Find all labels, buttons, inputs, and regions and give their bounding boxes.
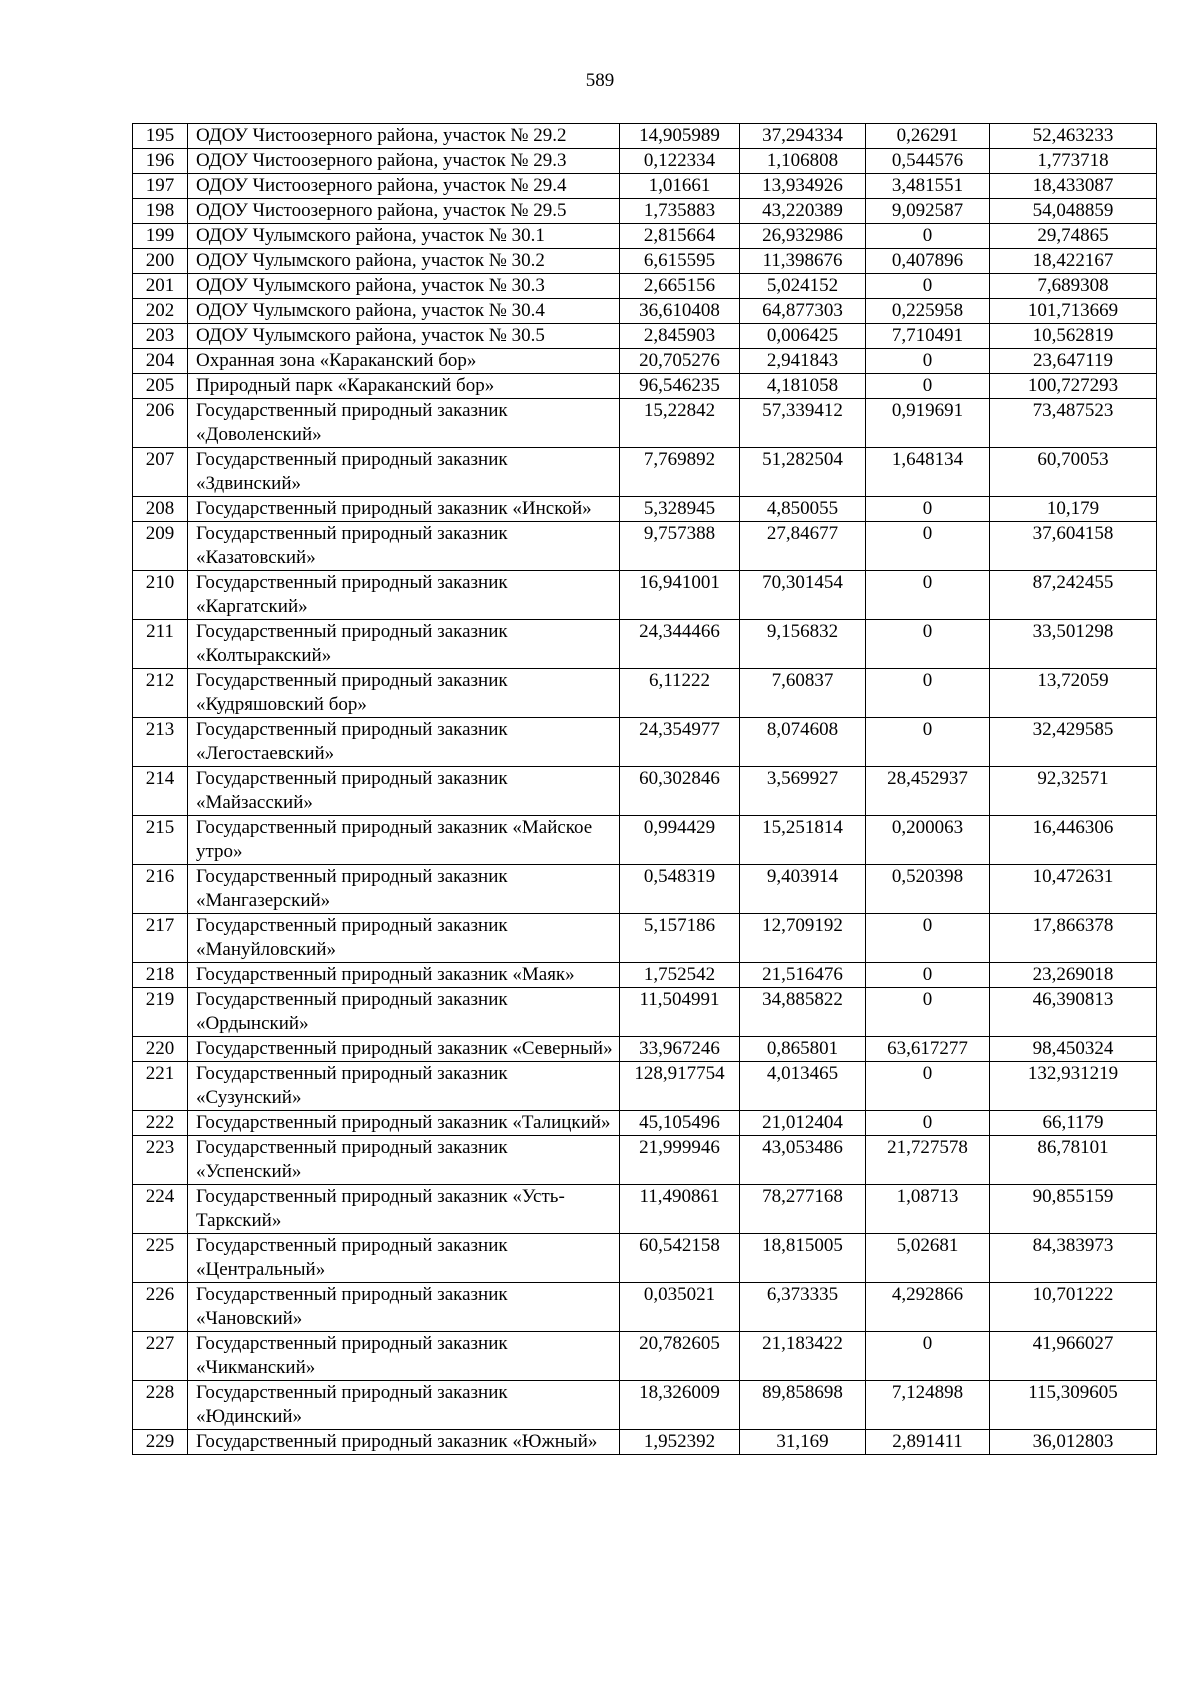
- row-number: 224: [133, 1185, 188, 1234]
- value-col-1: 6,615595: [620, 249, 740, 274]
- row-name: Государственный природный заказник «Чановский»: [188, 1283, 620, 1332]
- row-name: ОДОУ Чистоозерного района, участок № 29.3: [188, 149, 620, 174]
- row-number: 218: [133, 963, 188, 988]
- row-number: 228: [133, 1381, 188, 1430]
- table-row: [133, 1111, 1157, 1136]
- value-col-1: 6,11222: [620, 669, 740, 718]
- value-col-3: 0: [866, 497, 990, 522]
- value-total: 98,450324: [990, 1037, 1157, 1062]
- value-col-1: 2,845903: [620, 324, 740, 349]
- row-number: 223: [133, 1136, 188, 1185]
- table-row: [133, 497, 1157, 522]
- value-total: 46,390813: [990, 988, 1157, 1037]
- value-col-3: 1,648134: [866, 448, 990, 497]
- row-name: Государственный природный заказник «Южный»: [188, 1430, 620, 1455]
- value-total: 132,931219: [990, 1062, 1157, 1111]
- value-total: 29,74865: [990, 224, 1157, 249]
- row-name: ОДОУ Чистоозерного района, участок № 29.2: [188, 124, 620, 149]
- value-col-1: 0,035021: [620, 1283, 740, 1332]
- row-number: 203: [133, 324, 188, 349]
- value-col-3: 63,617277: [866, 1037, 990, 1062]
- table-row: [133, 767, 1157, 816]
- table-row: [133, 1332, 1157, 1381]
- row-number: 222: [133, 1111, 188, 1136]
- value-col-1: 15,22842: [620, 399, 740, 448]
- table-row: [133, 718, 1157, 767]
- table-row: [133, 1234, 1157, 1283]
- value-col-2: 2,941843: [740, 349, 866, 374]
- value-col-2: 4,013465: [740, 1062, 866, 1111]
- row-number: 226: [133, 1283, 188, 1332]
- value-col-3: 1,08713: [866, 1185, 990, 1234]
- table-row: [133, 199, 1157, 224]
- value-total: 84,383973: [990, 1234, 1157, 1283]
- row-name: Охранная зона «Караканский бор»: [188, 349, 620, 374]
- value-col-1: 5,157186: [620, 914, 740, 963]
- value-col-2: 89,858698: [740, 1381, 866, 1430]
- row-number: 200: [133, 249, 188, 274]
- value-total: 37,604158: [990, 522, 1157, 571]
- value-col-2: 1,106808: [740, 149, 866, 174]
- value-col-1: 60,542158: [620, 1234, 740, 1283]
- value-col-3: 2,891411: [866, 1430, 990, 1455]
- table-row: [133, 399, 1157, 448]
- value-col-2: 27,84677: [740, 522, 866, 571]
- table-row: [133, 963, 1157, 988]
- value-col-2: 0,865801: [740, 1037, 866, 1062]
- table-row: [133, 1381, 1157, 1430]
- value-col-3: 0: [866, 914, 990, 963]
- row-name: Государственный природный заказник «Успенский»: [188, 1136, 620, 1185]
- value-col-1: 1,752542: [620, 963, 740, 988]
- value-total: 36,012803: [990, 1430, 1157, 1455]
- row-number: 213: [133, 718, 188, 767]
- value-total: 86,78101: [990, 1136, 1157, 1185]
- value-col-2: 21,183422: [740, 1332, 866, 1381]
- table-row: [133, 1185, 1157, 1234]
- value-col-2: 0,006425: [740, 324, 866, 349]
- value-col-1: 1,735883: [620, 199, 740, 224]
- value-col-3: 0: [866, 274, 990, 299]
- table-row: [133, 669, 1157, 718]
- table-row: [133, 1062, 1157, 1111]
- value-col-3: 7,124898: [866, 1381, 990, 1430]
- row-name: Природный парк «Караканский бор»: [188, 374, 620, 399]
- table-row: [133, 988, 1157, 1037]
- value-total: 92,32571: [990, 767, 1157, 816]
- value-col-3: 0: [866, 571, 990, 620]
- row-name: Государственный природный заказник «Северный»: [188, 1037, 620, 1062]
- row-name: Государственный природный заказник «Майское утро»: [188, 816, 620, 865]
- value-col-2: 9,156832: [740, 620, 866, 669]
- row-number: 205: [133, 374, 188, 399]
- row-name: Государственный природный заказник «Каргатский»: [188, 571, 620, 620]
- row-number: 211: [133, 620, 188, 669]
- row-name: Государственный природный заказник «Мангазерский»: [188, 865, 620, 914]
- value-col-3: 5,02681: [866, 1234, 990, 1283]
- value-col-3: 28,452937: [866, 767, 990, 816]
- row-number: 197: [133, 174, 188, 199]
- value-total: 16,446306: [990, 816, 1157, 865]
- value-total: 32,429585: [990, 718, 1157, 767]
- data-table: [132, 123, 1157, 1455]
- page-number: 589: [585, 70, 615, 91]
- row-number: 195: [133, 124, 188, 149]
- value-col-2: 78,277168: [740, 1185, 866, 1234]
- value-col-2: 43,220389: [740, 199, 866, 224]
- value-col-3: 0: [866, 963, 990, 988]
- value-col-1: 7,769892: [620, 448, 740, 497]
- value-col-3: 0: [866, 224, 990, 249]
- row-number: 214: [133, 767, 188, 816]
- row-name: ОДОУ Чулымского района, участок № 30.3: [188, 274, 620, 299]
- value-col-2: 70,301454: [740, 571, 866, 620]
- value-total: 41,966027: [990, 1332, 1157, 1381]
- value-col-1: 33,967246: [620, 1037, 740, 1062]
- row-name: Государственный природный заказник «Мануйловский»: [188, 914, 620, 963]
- value-col-1: 60,302846: [620, 767, 740, 816]
- value-col-3: 0: [866, 620, 990, 669]
- row-name: ОДОУ Чулымского района, участок № 30.2: [188, 249, 620, 274]
- row-number: 202: [133, 299, 188, 324]
- row-number: 209: [133, 522, 188, 571]
- value-col-3: 0,544576: [866, 149, 990, 174]
- row-number: 207: [133, 448, 188, 497]
- value-col-1: 9,757388: [620, 522, 740, 571]
- value-total: 1,773718: [990, 149, 1157, 174]
- row-name: Государственный природный заказник «Колтыракский»: [188, 620, 620, 669]
- row-number: 215: [133, 816, 188, 865]
- value-total: 52,463233: [990, 124, 1157, 149]
- value-col-1: 18,326009: [620, 1381, 740, 1430]
- value-col-3: 0: [866, 1062, 990, 1111]
- value-col-2: 4,181058: [740, 374, 866, 399]
- value-total: 33,501298: [990, 620, 1157, 669]
- value-col-3: 9,092587: [866, 199, 990, 224]
- value-col-2: 6,373335: [740, 1283, 866, 1332]
- value-col-3: 0: [866, 988, 990, 1037]
- table-row: [133, 374, 1157, 399]
- value-col-3: 0,225958: [866, 299, 990, 324]
- row-number: 204: [133, 349, 188, 374]
- row-number: 212: [133, 669, 188, 718]
- table-row: [133, 865, 1157, 914]
- value-col-1: 1,952392: [620, 1430, 740, 1455]
- table-row: [133, 1136, 1157, 1185]
- value-col-2: 11,398676: [740, 249, 866, 274]
- value-col-3: 0: [866, 374, 990, 399]
- value-col-3: 0: [866, 718, 990, 767]
- value-col-1: 24,344466: [620, 620, 740, 669]
- table-row: [133, 571, 1157, 620]
- value-total: 73,487523: [990, 399, 1157, 448]
- table-row: [133, 620, 1157, 669]
- value-col-1: 45,105496: [620, 1111, 740, 1136]
- value-col-1: 5,328945: [620, 497, 740, 522]
- value-total: 10,179: [990, 497, 1157, 522]
- table-row: [133, 324, 1157, 349]
- value-total: 87,242455: [990, 571, 1157, 620]
- value-col-3: 0: [866, 349, 990, 374]
- table-row: [133, 149, 1157, 174]
- table-row: [133, 448, 1157, 497]
- row-number: 199: [133, 224, 188, 249]
- value-total: 100,727293: [990, 374, 1157, 399]
- value-col-1: 2,665156: [620, 274, 740, 299]
- row-number: 217: [133, 914, 188, 963]
- row-number: 219: [133, 988, 188, 1037]
- value-col-2: 51,282504: [740, 448, 866, 497]
- value-col-3: 0: [866, 522, 990, 571]
- row-number: 206: [133, 399, 188, 448]
- row-name: ОДОУ Чулымского района, участок № 30.5: [188, 324, 620, 349]
- table-row: [133, 522, 1157, 571]
- table-row: [133, 249, 1157, 274]
- row-name: ОДОУ Чулымского района, участок № 30.1: [188, 224, 620, 249]
- table-body: [133, 124, 1157, 1455]
- value-col-2: 64,877303: [740, 299, 866, 324]
- row-number: 210: [133, 571, 188, 620]
- value-col-3: 0: [866, 1111, 990, 1136]
- value-col-2: 13,934926: [740, 174, 866, 199]
- row-number: 208: [133, 497, 188, 522]
- value-total: 10,562819: [990, 324, 1157, 349]
- value-col-2: 12,709192: [740, 914, 866, 963]
- row-name: Государственный природный заказник «Доволенский»: [188, 399, 620, 448]
- value-col-1: 0,548319: [620, 865, 740, 914]
- value-col-2: 21,012404: [740, 1111, 866, 1136]
- row-name: ОДОУ Чистоозерного района, участок № 29.5: [188, 199, 620, 224]
- row-number: 229: [133, 1430, 188, 1455]
- value-col-1: 16,941001: [620, 571, 740, 620]
- row-name: ОДОУ Чистоозерного района, участок № 29.4: [188, 174, 620, 199]
- value-col-1: 128,917754: [620, 1062, 740, 1111]
- value-col-1: 36,610408: [620, 299, 740, 324]
- value-col-1: 2,815664: [620, 224, 740, 249]
- table-row: [133, 349, 1157, 374]
- row-name: Государственный природный заказник «Юдинский»: [188, 1381, 620, 1430]
- value-col-1: 1,01661: [620, 174, 740, 199]
- value-col-2: 31,169: [740, 1430, 866, 1455]
- value-col-2: 9,403914: [740, 865, 866, 914]
- table-row: [133, 124, 1157, 149]
- row-name: Государственный природный заказник «Центральный»: [188, 1234, 620, 1283]
- value-col-2: 26,932986: [740, 224, 866, 249]
- row-name: Государственный природный заказник «Инской»: [188, 497, 620, 522]
- row-name: Государственный природный заказник «Здвинский»: [188, 448, 620, 497]
- table-row: [133, 224, 1157, 249]
- value-total: 23,647119: [990, 349, 1157, 374]
- value-col-3: 0,520398: [866, 865, 990, 914]
- value-col-2: 57,339412: [740, 399, 866, 448]
- value-col-3: 0,26291: [866, 124, 990, 149]
- value-total: 13,72059: [990, 669, 1157, 718]
- row-name: Государственный природный заказник «Казатовский»: [188, 522, 620, 571]
- table-row: [133, 174, 1157, 199]
- value-col-3: 7,710491: [866, 324, 990, 349]
- value-col-2: 43,053486: [740, 1136, 866, 1185]
- value-col-1: 21,999946: [620, 1136, 740, 1185]
- value-total: 60,70053: [990, 448, 1157, 497]
- row-name: Государственный природный заказник «Чикманский»: [188, 1332, 620, 1381]
- row-number: 196: [133, 149, 188, 174]
- table-row: [133, 914, 1157, 963]
- row-name: Государственный природный заказник «Кудряшовский бор»: [188, 669, 620, 718]
- value-total: 17,866378: [990, 914, 1157, 963]
- value-col-1: 0,122334: [620, 149, 740, 174]
- value-col-3: 0,407896: [866, 249, 990, 274]
- row-name: Государственный природный заказник «Майзасский»: [188, 767, 620, 816]
- table-row: [133, 274, 1157, 299]
- row-number: 227: [133, 1332, 188, 1381]
- value-col-1: 11,490861: [620, 1185, 740, 1234]
- value-col-3: 3,481551: [866, 174, 990, 199]
- table-row: [133, 1037, 1157, 1062]
- value-col-2: 18,815005: [740, 1234, 866, 1283]
- value-total: 10,701222: [990, 1283, 1157, 1332]
- table-row: [133, 1430, 1157, 1455]
- value-total: 115,309605: [990, 1381, 1157, 1430]
- value-col-2: 15,251814: [740, 816, 866, 865]
- row-name: Государственный природный заказник «Талицкий»: [188, 1111, 620, 1136]
- value-col-2: 7,60837: [740, 669, 866, 718]
- value-col-2: 3,569927: [740, 767, 866, 816]
- row-name: Государственный природный заказник «Сузунский»: [188, 1062, 620, 1111]
- value-col-2: 4,850055: [740, 497, 866, 522]
- value-col-2: 21,516476: [740, 963, 866, 988]
- value-col-3: 21,727578: [866, 1136, 990, 1185]
- row-name: ОДОУ Чулымского района, участок № 30.4: [188, 299, 620, 324]
- value-col-1: 11,504991: [620, 988, 740, 1037]
- row-name: Государственный природный заказник «Легостаевский»: [188, 718, 620, 767]
- value-col-3: 0,200063: [866, 816, 990, 865]
- value-col-1: 20,782605: [620, 1332, 740, 1381]
- value-total: 18,433087: [990, 174, 1157, 199]
- value-total: 7,689308: [990, 274, 1157, 299]
- table-row: [133, 816, 1157, 865]
- row-number: 198: [133, 199, 188, 224]
- row-name: Государственный природный заказник «Ордынский»: [188, 988, 620, 1037]
- value-col-3: 0: [866, 1332, 990, 1381]
- table-row: [133, 1283, 1157, 1332]
- value-total: 66,1179: [990, 1111, 1157, 1136]
- value-col-3: 4,292866: [866, 1283, 990, 1332]
- value-col-2: 34,885822: [740, 988, 866, 1037]
- value-total: 101,713669: [990, 299, 1157, 324]
- value-total: 90,855159: [990, 1185, 1157, 1234]
- row-number: 220: [133, 1037, 188, 1062]
- row-number: 201: [133, 274, 188, 299]
- value-col-2: 8,074608: [740, 718, 866, 767]
- value-col-3: 0: [866, 669, 990, 718]
- table-row: [133, 299, 1157, 324]
- value-col-1: 0,994429: [620, 816, 740, 865]
- value-col-1: 24,354977: [620, 718, 740, 767]
- value-total: 54,048859: [990, 199, 1157, 224]
- value-col-3: 0,919691: [866, 399, 990, 448]
- row-number: 216: [133, 865, 188, 914]
- row-name: Государственный природный заказник «Усть-Таркский»: [188, 1185, 620, 1234]
- row-number: 225: [133, 1234, 188, 1283]
- value-total: 10,472631: [990, 865, 1157, 914]
- value-col-1: 14,905989: [620, 124, 740, 149]
- value-col-1: 20,705276: [620, 349, 740, 374]
- row-number: 221: [133, 1062, 188, 1111]
- value-col-2: 37,294334: [740, 124, 866, 149]
- row-name: Государственный природный заказник «Маяк»: [188, 963, 620, 988]
- value-col-2: 5,024152: [740, 274, 866, 299]
- value-col-1: 96,546235: [620, 374, 740, 399]
- value-total: 23,269018: [990, 963, 1157, 988]
- value-total: 18,422167: [990, 249, 1157, 274]
